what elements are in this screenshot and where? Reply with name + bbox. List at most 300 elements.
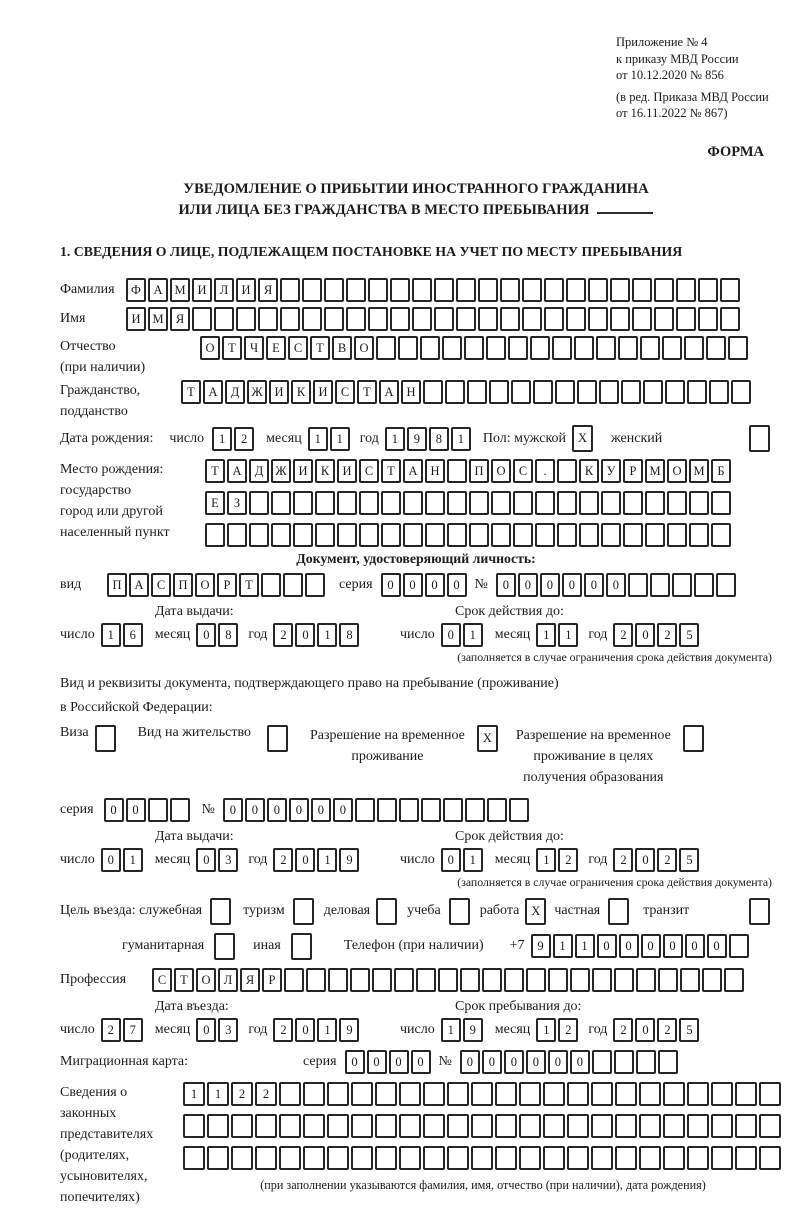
char-cell[interactable] bbox=[654, 307, 674, 331]
char-cell[interactable] bbox=[500, 278, 520, 302]
char-cell[interactable] bbox=[434, 278, 454, 302]
char-cell[interactable] bbox=[403, 491, 423, 515]
char-cell[interactable]: Я bbox=[258, 278, 278, 302]
permit-valid-year[interactable] bbox=[613, 848, 701, 872]
char-cell[interactable] bbox=[447, 1114, 469, 1138]
char-cell[interactable]: 1 bbox=[441, 1018, 461, 1042]
char-cell[interactable] bbox=[471, 1114, 493, 1138]
char-cell[interactable] bbox=[460, 968, 480, 992]
char-cell[interactable]: Л bbox=[218, 968, 238, 992]
char-cell[interactable]: К bbox=[315, 459, 335, 483]
char-cell[interactable] bbox=[720, 278, 740, 302]
char-cell[interactable] bbox=[519, 1146, 541, 1170]
char-cell[interactable] bbox=[279, 1146, 301, 1170]
char-cell[interactable] bbox=[509, 798, 529, 822]
char-cell[interactable] bbox=[303, 1146, 325, 1170]
char-cell[interactable] bbox=[663, 1114, 685, 1138]
char-cell[interactable] bbox=[399, 1114, 421, 1138]
char-cell[interactable] bbox=[566, 278, 586, 302]
char-cell[interactable] bbox=[676, 278, 696, 302]
char-cell[interactable] bbox=[293, 898, 314, 925]
purpose-business-checkbox[interactable] bbox=[376, 898, 399, 925]
permit-issue-month[interactable] bbox=[196, 848, 240, 872]
char-cell[interactable] bbox=[337, 523, 357, 547]
mig-number-field[interactable] bbox=[460, 1050, 680, 1074]
char-cell[interactable]: 1 bbox=[536, 623, 556, 647]
char-cell[interactable] bbox=[231, 1114, 253, 1138]
char-cell[interactable] bbox=[438, 968, 458, 992]
char-cell[interactable]: У bbox=[601, 459, 621, 483]
char-cell[interactable] bbox=[522, 278, 542, 302]
char-cell[interactable]: 0 bbox=[619, 934, 639, 958]
char-cell[interactable]: 1 bbox=[317, 623, 337, 647]
doc-issue-day[interactable] bbox=[101, 623, 145, 647]
visa-checkbox[interactable] bbox=[95, 725, 118, 752]
char-cell[interactable] bbox=[615, 1146, 637, 1170]
char-cell[interactable]: 9 bbox=[339, 848, 359, 872]
char-cell[interactable]: 2 bbox=[558, 1018, 578, 1042]
char-cell[interactable] bbox=[315, 491, 335, 515]
char-cell[interactable] bbox=[711, 1114, 733, 1138]
stay-month[interactable] bbox=[536, 1018, 580, 1042]
char-cell[interactable]: 0 bbox=[584, 573, 604, 597]
temp-permit-edu-checkbox[interactable] bbox=[683, 725, 706, 752]
char-cell[interactable] bbox=[303, 1082, 325, 1106]
char-cell[interactable] bbox=[526, 968, 546, 992]
char-cell[interactable]: 0 bbox=[540, 573, 560, 597]
char-cell[interactable]: 2 bbox=[657, 1018, 677, 1042]
char-cell[interactable]: Ф bbox=[126, 278, 146, 302]
purpose-private-checkbox[interactable] bbox=[608, 898, 631, 925]
char-cell[interactable] bbox=[381, 523, 401, 547]
temp-permit-checkbox[interactable] bbox=[477, 725, 500, 752]
char-cell[interactable]: 0 bbox=[295, 1018, 315, 1042]
char-cell[interactable]: 0 bbox=[126, 798, 146, 822]
char-cell[interactable]: В bbox=[332, 336, 352, 360]
char-cell[interactable] bbox=[487, 798, 507, 822]
char-cell[interactable] bbox=[519, 1082, 541, 1106]
char-cell[interactable]: 1 bbox=[212, 427, 232, 451]
char-cell[interactable] bbox=[591, 1146, 613, 1170]
char-cell[interactable] bbox=[729, 934, 749, 958]
char-cell[interactable] bbox=[421, 798, 441, 822]
char-cell[interactable] bbox=[519, 1114, 541, 1138]
char-cell[interactable]: О bbox=[195, 573, 215, 597]
char-cell[interactable]: П bbox=[469, 459, 489, 483]
char-cell[interactable] bbox=[599, 380, 619, 404]
char-cell[interactable] bbox=[544, 278, 564, 302]
char-cell[interactable] bbox=[684, 336, 704, 360]
char-cell[interactable] bbox=[665, 380, 685, 404]
char-cell[interactable] bbox=[375, 1146, 397, 1170]
char-cell[interactable] bbox=[687, 1082, 709, 1106]
purpose-work-checkbox[interactable] bbox=[525, 898, 548, 925]
char-cell[interactable] bbox=[489, 380, 509, 404]
purpose-other-checkbox[interactable] bbox=[291, 933, 314, 960]
char-cell[interactable]: И bbox=[269, 380, 289, 404]
char-cell[interactable]: 2 bbox=[613, 1018, 633, 1042]
char-cell[interactable]: Я bbox=[240, 968, 260, 992]
char-cell[interactable]: 8 bbox=[218, 623, 238, 647]
char-cell[interactable] bbox=[557, 523, 577, 547]
char-cell[interactable]: 2 bbox=[231, 1082, 253, 1106]
char-cell[interactable] bbox=[687, 380, 707, 404]
char-cell[interactable]: А bbox=[403, 459, 423, 483]
char-cell[interactable]: О bbox=[491, 459, 511, 483]
char-cell[interactable]: 1 bbox=[207, 1082, 229, 1106]
birth-place-field-1[interactable] bbox=[205, 459, 733, 483]
char-cell[interactable] bbox=[249, 523, 269, 547]
char-cell[interactable] bbox=[214, 933, 235, 960]
char-cell[interactable]: 2 bbox=[613, 623, 633, 647]
char-cell[interactable] bbox=[305, 573, 325, 597]
doc-number-field[interactable] bbox=[496, 573, 738, 597]
entry-month[interactable] bbox=[196, 1018, 240, 1042]
permit-issue-day[interactable] bbox=[101, 848, 145, 872]
char-cell[interactable] bbox=[663, 1146, 685, 1170]
char-cell[interactable] bbox=[359, 491, 379, 515]
char-cell[interactable]: 2 bbox=[101, 1018, 121, 1042]
char-cell[interactable]: Н bbox=[425, 459, 445, 483]
char-cell[interactable] bbox=[95, 725, 116, 752]
char-cell[interactable] bbox=[530, 336, 550, 360]
char-cell[interactable]: И bbox=[313, 380, 333, 404]
char-cell[interactable]: А bbox=[148, 278, 168, 302]
char-cell[interactable] bbox=[447, 523, 467, 547]
char-cell[interactable] bbox=[567, 1082, 589, 1106]
char-cell[interactable]: 2 bbox=[657, 623, 677, 647]
surname-field[interactable] bbox=[126, 278, 742, 302]
char-cell[interactable]: 1 bbox=[123, 848, 143, 872]
char-cell[interactable]: 0 bbox=[196, 623, 216, 647]
residence-permit-checkbox[interactable] bbox=[267, 725, 290, 752]
char-cell[interactable] bbox=[759, 1146, 781, 1170]
char-cell[interactable] bbox=[351, 1114, 373, 1138]
char-cell[interactable] bbox=[327, 1114, 349, 1138]
char-cell[interactable] bbox=[376, 336, 396, 360]
patronymic-field[interactable] bbox=[200, 336, 750, 360]
char-cell[interactable] bbox=[376, 898, 397, 925]
char-cell[interactable] bbox=[735, 1114, 757, 1138]
char-cell[interactable] bbox=[698, 307, 718, 331]
char-cell[interactable] bbox=[574, 336, 594, 360]
char-cell[interactable] bbox=[399, 1082, 421, 1106]
char-cell[interactable] bbox=[610, 307, 630, 331]
char-cell[interactable] bbox=[689, 523, 709, 547]
char-cell[interactable]: 9 bbox=[463, 1018, 483, 1042]
char-cell[interactable]: 0 bbox=[685, 934, 705, 958]
char-cell[interactable]: 2 bbox=[273, 848, 293, 872]
char-cell[interactable] bbox=[735, 1082, 757, 1106]
char-cell[interactable] bbox=[570, 968, 590, 992]
male-checkbox[interactable] bbox=[572, 425, 595, 452]
char-cell[interactable] bbox=[306, 968, 326, 992]
entry-year[interactable] bbox=[273, 1018, 361, 1042]
char-cell[interactable]: 0 bbox=[245, 798, 265, 822]
char-cell[interactable] bbox=[676, 307, 696, 331]
char-cell[interactable]: . bbox=[535, 459, 555, 483]
char-cell[interactable] bbox=[416, 968, 436, 992]
char-cell[interactable]: А bbox=[129, 573, 149, 597]
char-cell[interactable] bbox=[636, 968, 656, 992]
char-cell[interactable]: С bbox=[288, 336, 308, 360]
char-cell[interactable]: 0 bbox=[311, 798, 331, 822]
phone-field[interactable] bbox=[531, 934, 751, 958]
char-cell[interactable] bbox=[683, 725, 704, 752]
char-cell[interactable]: 0 bbox=[641, 934, 661, 958]
char-cell[interactable] bbox=[759, 1114, 781, 1138]
char-cell[interactable]: 0 bbox=[562, 573, 582, 597]
char-cell[interactable]: X bbox=[525, 898, 546, 925]
char-cell[interactable] bbox=[279, 1082, 301, 1106]
char-cell[interactable]: 0 bbox=[441, 623, 461, 647]
char-cell[interactable]: И bbox=[126, 307, 146, 331]
char-cell[interactable] bbox=[645, 491, 665, 515]
char-cell[interactable]: П bbox=[107, 573, 127, 597]
char-cell[interactable] bbox=[615, 1114, 637, 1138]
char-cell[interactable]: Б bbox=[711, 459, 731, 483]
char-cell[interactable] bbox=[711, 1082, 733, 1106]
char-cell[interactable]: С bbox=[335, 380, 355, 404]
char-cell[interactable] bbox=[608, 898, 629, 925]
char-cell[interactable] bbox=[291, 933, 312, 960]
char-cell[interactable] bbox=[279, 1114, 301, 1138]
char-cell[interactable] bbox=[643, 380, 663, 404]
char-cell[interactable]: 0 bbox=[295, 848, 315, 872]
char-cell[interactable] bbox=[423, 380, 443, 404]
char-cell[interactable] bbox=[711, 491, 731, 515]
char-cell[interactable]: Ж bbox=[247, 380, 267, 404]
char-cell[interactable] bbox=[689, 491, 709, 515]
doc-issue-month[interactable] bbox=[196, 623, 240, 647]
char-cell[interactable]: 5 bbox=[679, 848, 699, 872]
char-cell[interactable]: А bbox=[379, 380, 399, 404]
representatives-field-1[interactable] bbox=[183, 1082, 783, 1106]
char-cell[interactable]: 1 bbox=[463, 623, 483, 647]
char-cell[interactable]: Е bbox=[266, 336, 286, 360]
char-cell[interactable] bbox=[486, 336, 506, 360]
permit-valid-day[interactable] bbox=[441, 848, 485, 872]
birth-place-field-3[interactable] bbox=[205, 523, 733, 547]
char-cell[interactable] bbox=[654, 278, 674, 302]
char-cell[interactable] bbox=[381, 491, 401, 515]
char-cell[interactable]: 0 bbox=[381, 573, 401, 597]
purpose-humanitarian-checkbox[interactable] bbox=[214, 933, 237, 960]
char-cell[interactable] bbox=[749, 898, 770, 925]
char-cell[interactable] bbox=[390, 307, 410, 331]
char-cell[interactable] bbox=[398, 336, 418, 360]
char-cell[interactable]: Л bbox=[214, 278, 234, 302]
char-cell[interactable] bbox=[720, 307, 740, 331]
char-cell[interactable] bbox=[359, 523, 379, 547]
char-cell[interactable] bbox=[467, 380, 487, 404]
char-cell[interactable]: 0 bbox=[289, 798, 309, 822]
char-cell[interactable]: 1 bbox=[558, 623, 578, 647]
char-cell[interactable]: Е bbox=[205, 491, 225, 515]
char-cell[interactable] bbox=[255, 1146, 277, 1170]
char-cell[interactable]: И bbox=[293, 459, 313, 483]
char-cell[interactable] bbox=[555, 380, 575, 404]
char-cell[interactable] bbox=[205, 523, 225, 547]
char-cell[interactable]: Т bbox=[239, 573, 259, 597]
char-cell[interactable]: 0 bbox=[460, 1050, 480, 1074]
char-cell[interactable] bbox=[662, 336, 682, 360]
birth-year-field[interactable] bbox=[385, 427, 473, 451]
char-cell[interactable] bbox=[403, 523, 423, 547]
char-cell[interactable]: X bbox=[572, 425, 593, 452]
char-cell[interactable]: 1 bbox=[317, 848, 337, 872]
char-cell[interactable]: 9 bbox=[531, 934, 551, 958]
birth-day-field[interactable] bbox=[212, 427, 256, 451]
char-cell[interactable]: 0 bbox=[403, 573, 423, 597]
char-cell[interactable]: 9 bbox=[339, 1018, 359, 1042]
char-cell[interactable]: О bbox=[667, 459, 687, 483]
char-cell[interactable] bbox=[183, 1114, 205, 1138]
char-cell[interactable] bbox=[267, 725, 288, 752]
char-cell[interactable]: Т bbox=[357, 380, 377, 404]
char-cell[interactable] bbox=[592, 1050, 612, 1074]
profession-field[interactable] bbox=[152, 968, 746, 992]
char-cell[interactable]: 1 bbox=[536, 1018, 556, 1042]
char-cell[interactable] bbox=[315, 523, 335, 547]
char-cell[interactable] bbox=[425, 523, 445, 547]
char-cell[interactable] bbox=[236, 307, 256, 331]
char-cell[interactable] bbox=[284, 968, 304, 992]
char-cell[interactable] bbox=[495, 1114, 517, 1138]
char-cell[interactable] bbox=[280, 307, 300, 331]
char-cell[interactable]: 8 bbox=[339, 623, 359, 647]
char-cell[interactable]: Р bbox=[262, 968, 282, 992]
char-cell[interactable]: 1 bbox=[308, 427, 328, 451]
char-cell[interactable] bbox=[469, 523, 489, 547]
char-cell[interactable] bbox=[709, 380, 729, 404]
char-cell[interactable] bbox=[535, 491, 555, 515]
char-cell[interactable]: 0 bbox=[635, 1018, 655, 1042]
char-cell[interactable]: 3 bbox=[218, 848, 238, 872]
char-cell[interactable]: 7 bbox=[123, 1018, 143, 1042]
char-cell[interactable] bbox=[449, 898, 470, 925]
char-cell[interactable]: 6 bbox=[123, 623, 143, 647]
char-cell[interactable] bbox=[601, 491, 621, 515]
char-cell[interactable]: 0 bbox=[411, 1050, 431, 1074]
char-cell[interactable] bbox=[614, 1050, 634, 1074]
char-cell[interactable] bbox=[711, 523, 731, 547]
char-cell[interactable] bbox=[687, 1114, 709, 1138]
char-cell[interactable] bbox=[628, 573, 648, 597]
char-cell[interactable] bbox=[442, 336, 462, 360]
char-cell[interactable]: К bbox=[579, 459, 599, 483]
char-cell[interactable]: О bbox=[196, 968, 216, 992]
representatives-field-2[interactable] bbox=[183, 1114, 783, 1138]
char-cell[interactable] bbox=[412, 278, 432, 302]
char-cell[interactable]: Н bbox=[401, 380, 421, 404]
char-cell[interactable] bbox=[255, 1114, 277, 1138]
char-cell[interactable]: Т bbox=[310, 336, 330, 360]
char-cell[interactable] bbox=[735, 1146, 757, 1170]
char-cell[interactable] bbox=[368, 307, 388, 331]
char-cell[interactable] bbox=[351, 1146, 373, 1170]
char-cell[interactable] bbox=[471, 1146, 493, 1170]
char-cell[interactable]: С bbox=[152, 968, 172, 992]
char-cell[interactable] bbox=[456, 278, 476, 302]
char-cell[interactable] bbox=[170, 798, 190, 822]
char-cell[interactable] bbox=[579, 491, 599, 515]
char-cell[interactable] bbox=[711, 1146, 733, 1170]
char-cell[interactable]: 2 bbox=[657, 848, 677, 872]
char-cell[interactable]: 5 bbox=[679, 1018, 699, 1042]
char-cell[interactable] bbox=[469, 491, 489, 515]
mig-series-field[interactable] bbox=[345, 1050, 433, 1074]
char-cell[interactable]: Т bbox=[181, 380, 201, 404]
char-cell[interactable] bbox=[639, 1082, 661, 1106]
char-cell[interactable] bbox=[192, 307, 212, 331]
char-cell[interactable]: 8 bbox=[429, 427, 449, 451]
char-cell[interactable]: 0 bbox=[345, 1050, 365, 1074]
char-cell[interactable]: 0 bbox=[482, 1050, 502, 1074]
char-cell[interactable] bbox=[632, 278, 652, 302]
char-cell[interactable]: 0 bbox=[635, 623, 655, 647]
char-cell[interactable] bbox=[724, 968, 744, 992]
char-cell[interactable] bbox=[399, 1146, 421, 1170]
char-cell[interactable] bbox=[728, 336, 748, 360]
char-cell[interactable] bbox=[623, 523, 643, 547]
char-cell[interactable] bbox=[249, 491, 269, 515]
char-cell[interactable] bbox=[544, 307, 564, 331]
char-cell[interactable] bbox=[639, 1114, 661, 1138]
char-cell[interactable] bbox=[372, 968, 392, 992]
char-cell[interactable] bbox=[533, 380, 553, 404]
char-cell[interactable] bbox=[210, 898, 231, 925]
char-cell[interactable] bbox=[522, 307, 542, 331]
char-cell[interactable]: 0 bbox=[606, 573, 626, 597]
char-cell[interactable] bbox=[698, 278, 718, 302]
char-cell[interactable] bbox=[543, 1114, 565, 1138]
char-cell[interactable]: 0 bbox=[504, 1050, 524, 1074]
char-cell[interactable] bbox=[207, 1146, 229, 1170]
char-cell[interactable] bbox=[482, 968, 502, 992]
char-cell[interactable]: 0 bbox=[570, 1050, 590, 1074]
char-cell[interactable] bbox=[731, 380, 751, 404]
char-cell[interactable] bbox=[694, 573, 714, 597]
char-cell[interactable] bbox=[327, 1082, 349, 1106]
purpose-tourism-checkbox[interactable] bbox=[293, 898, 316, 925]
doc-valid-day[interactable] bbox=[441, 623, 485, 647]
char-cell[interactable]: 0 bbox=[526, 1050, 546, 1074]
char-cell[interactable] bbox=[610, 278, 630, 302]
char-cell[interactable]: 1 bbox=[317, 1018, 337, 1042]
char-cell[interactable] bbox=[658, 968, 678, 992]
char-cell[interactable] bbox=[368, 278, 388, 302]
char-cell[interactable]: 2 bbox=[234, 427, 254, 451]
char-cell[interactable] bbox=[478, 307, 498, 331]
char-cell[interactable] bbox=[390, 278, 410, 302]
char-cell[interactable]: Ж bbox=[271, 459, 291, 483]
char-cell[interactable] bbox=[579, 523, 599, 547]
citizenship-field[interactable] bbox=[181, 380, 753, 404]
char-cell[interactable] bbox=[302, 278, 322, 302]
char-cell[interactable]: 1 bbox=[385, 427, 405, 451]
char-cell[interactable] bbox=[543, 1146, 565, 1170]
char-cell[interactable]: 0 bbox=[597, 934, 617, 958]
char-cell[interactable]: 2 bbox=[613, 848, 633, 872]
char-cell[interactable]: Д bbox=[225, 380, 245, 404]
char-cell[interactable] bbox=[588, 278, 608, 302]
char-cell[interactable]: Т bbox=[174, 968, 194, 992]
char-cell[interactable] bbox=[443, 798, 463, 822]
char-cell[interactable]: Т bbox=[205, 459, 225, 483]
char-cell[interactable]: И bbox=[192, 278, 212, 302]
char-cell[interactable] bbox=[434, 307, 454, 331]
